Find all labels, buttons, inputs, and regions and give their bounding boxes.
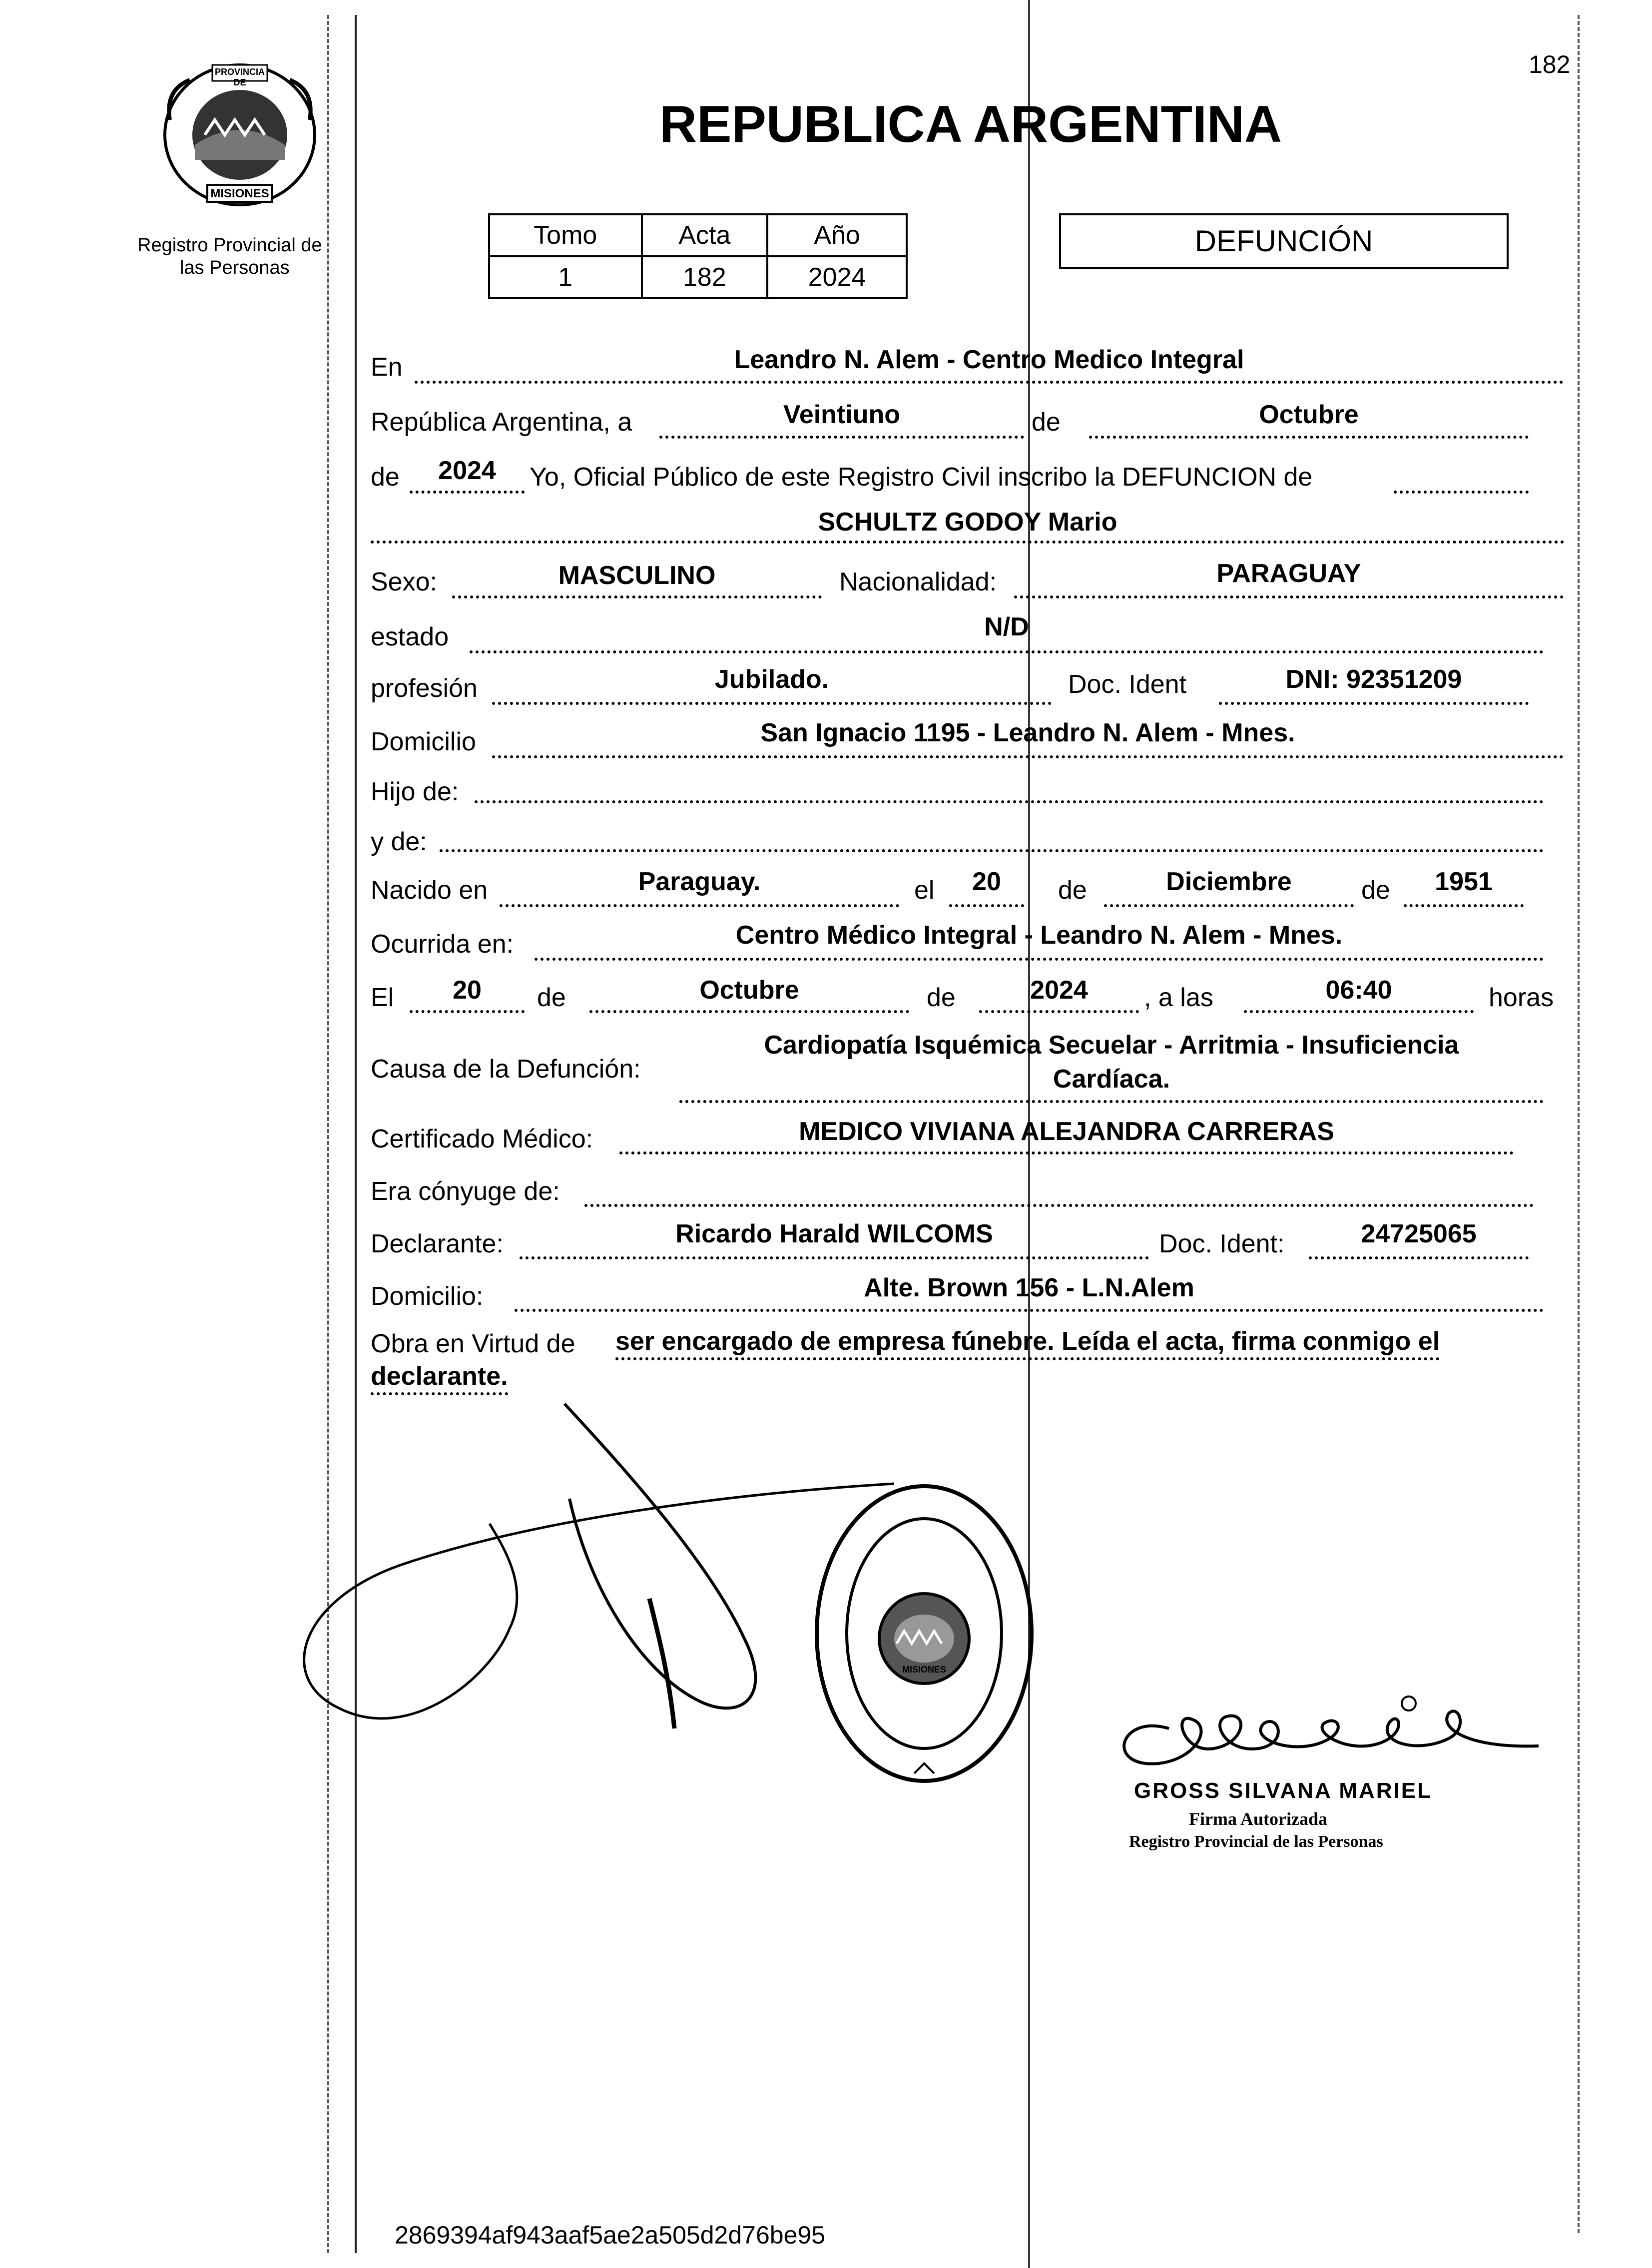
doc-dotline [1219,702,1529,705]
nacido-value: Paraguay. [638,867,761,896]
anio-value: 2024 [438,456,496,485]
hijo-label: Hijo de: [371,777,459,806]
document-hash: 2869394af943aaf5ae2a505d2d76be95 [395,2221,826,2249]
issuer-line-2: las Personas [180,257,290,278]
nombre-value: SCHULTZ GODOY Mario [818,508,1117,537]
province-seal [160,60,320,210]
causa-line-1: Cardiopatía Isquémica Secuelar - Arritmia - Insuficiencia [764,1031,1459,1060]
nac-anio: 1951 [1435,867,1493,896]
domicilio2-label: Domicilio: [371,1282,484,1311]
en-value: Leandro N. Alem - Centro Medico Integral [734,345,1244,374]
ref-header-tomo: Tomo [489,214,642,256]
nac-mes: Diciembre [1166,867,1292,896]
official-office: Registro Provincial de las Personas [1129,1832,1383,1851]
causa-label: Causa de la Defunción: [371,1055,641,1084]
conyuge-dotline [584,1204,1534,1207]
record-type: DEFUNCIÓN [1194,224,1373,258]
republica-label: República Argentina, a [371,408,632,437]
def-dia-dotline [410,1010,525,1013]
doc2-value: 24725065 [1361,1219,1477,1248]
seal-bottom-text: MISIONES [210,187,269,200]
ref-value-anio: 2024 [767,256,907,298]
nac-dia-dotline [949,904,1024,907]
def-anio-dotline [979,1010,1139,1013]
de6-label: de [927,983,956,1012]
doc-label: Doc. Ident [1068,670,1187,699]
margin-line-left [327,15,329,2253]
de5-label: de [537,983,566,1012]
en-label: En [371,353,403,382]
en-dotline [415,381,1564,384]
declarante-dotline [520,1256,1149,1259]
de3-label: de [1058,876,1087,905]
sexo-value: MASCULINO [558,561,716,590]
ocurrida-label: Ocurrida en: [371,930,514,959]
official-name: GROSS SILVANA MARIEL [1134,1778,1432,1803]
page-number: 182 [1529,50,1571,78]
ref-header-anio: Año [767,214,907,256]
yde-dotline [440,849,1544,852]
alas-label: , a las [1144,983,1213,1012]
obra-label: Obra en Virtud de [371,1329,575,1358]
def-mes: Octubre [699,976,799,1005]
doc-value: DNI: 92351209 [1285,665,1462,694]
nacionalidad-dotline [1014,595,1564,598]
nac-anio-dotline [1404,904,1524,907]
def-anio: 2024 [1030,976,1088,1005]
inscribo-text: Yo, Oficial Público de este Registro Civil inscribo la DEFUNCION de [530,463,1313,492]
hijo-dotline [475,800,1544,803]
domicilio-label: Domicilio [371,727,476,756]
official-signature [1099,1694,1549,1783]
ref-value-acta: 182 [642,256,768,298]
de4-label: de [1361,876,1390,905]
profesion-value: Jubilado. [714,665,829,694]
declarante-value: Ricardo Harald WILCOMS [675,1219,993,1248]
ocurrida-value: Centro Médico Integral - Leandro N. Alem - Mnes. [735,921,1343,950]
dia-dotline [659,436,1024,439]
record-type-box [1059,213,1509,269]
hora-dotline [1244,1010,1474,1013]
de-label: de [1032,408,1061,437]
declarante-label: Declarante: [371,1229,504,1258]
def-mes-dotline [589,1010,909,1013]
yde-label: y de: [371,827,427,856]
nacido-label: Nacido en [371,876,488,905]
domicilio2-value: Alte. Brown 156 - L.N.Alem [864,1273,1194,1302]
ref-header-acta: Acta [642,214,768,256]
issuer-line-1: Registro Provincial de [137,235,322,256]
el2-label: El [371,983,394,1012]
doc2-dotline [1309,1256,1529,1259]
nacionalidad-label: Nacionalidad: [839,567,997,596]
stamp-inner-text: MISIONES [902,1665,946,1675]
domicilio-dotline [492,755,1564,758]
mes-dotline [1089,436,1529,439]
el-label: el [914,876,935,905]
obra-line-1: ser encargado de empresa fúnebre. Leída el acta, firma conmigo el [615,1326,1440,1360]
estado-value: N/D [984,612,1029,641]
conyuge-label: Era cónyuge de: [371,1177,560,1206]
sexo-label: Sexo: [371,567,437,596]
official-stamp [809,1479,1039,1788]
horas-label: horas [1489,983,1554,1012]
nombre-dotline [371,541,1565,544]
causa-line-2: Cardíaca. [1053,1065,1170,1094]
certificado-dotline [619,1151,1514,1154]
nacionalidad-value: PARAGUAY [1216,559,1361,588]
estado-dotline [470,650,1544,653]
domicilio2-dotline [515,1309,1544,1312]
sexo-dotline [452,595,822,598]
domicilio-value: San Ignacio 1195 - Leandro N. Alem - Mnes. [760,718,1295,747]
de2-label: de [371,463,400,492]
margin-line-right [1578,15,1580,2233]
reference-table [488,213,908,299]
certificado-value: MEDICO VIVIANA ALEJANDRA CARRERAS [799,1117,1334,1146]
ocurrida-dotline [535,958,1544,961]
nacido-dotline [500,904,899,907]
seal-top-text: PROVINCIA DE [214,67,265,87]
margin-line-left-2 [355,15,357,2253]
doc2-label: Doc. Ident: [1159,1229,1285,1258]
official-role: Firma Autorizada [1189,1809,1327,1829]
profesion-label: profesión [371,674,478,703]
hora-value: 06:40 [1325,976,1392,1005]
nac-dia: 20 [972,867,1001,896]
dia-value: Veintiuno [783,400,900,429]
causa-dotline [679,1100,1544,1103]
ref-value-tomo: 1 [489,256,642,298]
estado-label: estado [371,622,449,651]
obra-line-2: declarante. [371,1361,508,1395]
profesion-dotline [492,702,1052,705]
inscribo-dotline [1394,491,1529,494]
nac-mes-dotline [1104,904,1354,907]
mes-value: Octubre [1259,400,1359,429]
def-dia: 20 [453,976,482,1005]
anio-dotline [410,491,525,494]
document-title: REPUBLICA ARGENTINA [659,95,1282,153]
certificado-label: Certificado Médico: [371,1125,593,1153]
